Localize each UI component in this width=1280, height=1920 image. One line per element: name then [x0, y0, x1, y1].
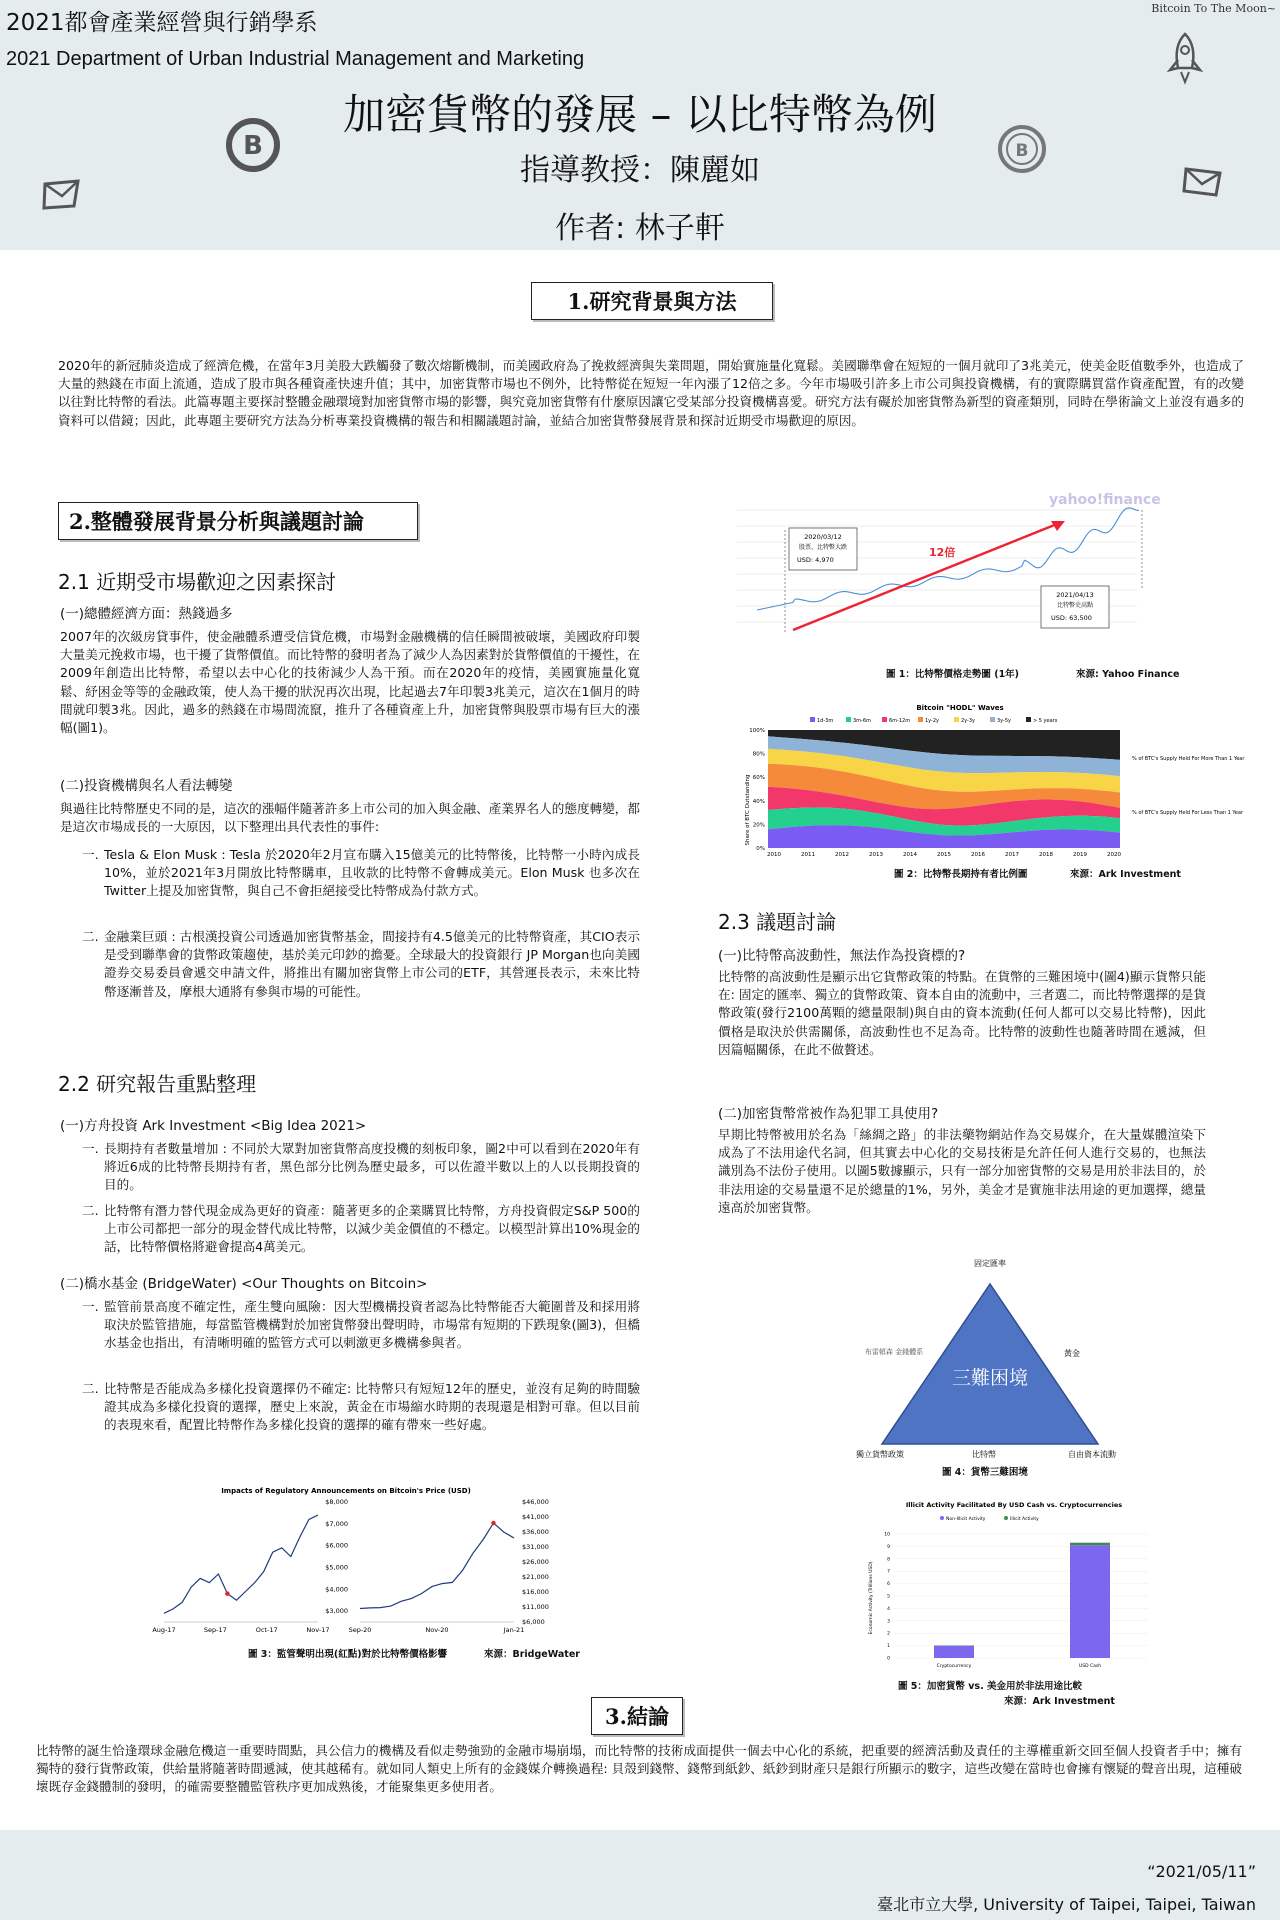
fig3-ytick: $26,000 [522, 1558, 549, 1566]
fig2-legend-label: 3y-5y [997, 718, 1011, 724]
fig3-ytick: $6,000 [522, 1618, 545, 1626]
fig3-price-line [164, 1515, 318, 1613]
fig2-ylabel: Share of BTC Outstanding [745, 774, 751, 846]
fig2-ytick: 40% [752, 798, 765, 805]
fig5-legend-1: Non-Illicit Activity [946, 1517, 986, 1522]
bitcoin-badge-icon [993, 122, 1051, 176]
fig5-legend-2: Illicit Activity [1010, 1517, 1039, 1522]
box2-usd: USD: 63,500 [1051, 614, 1092, 622]
fig2-legend-item [810, 717, 833, 724]
section3-text: 比特幣的誕生恰逢環球金融危機這一重要時間點，具公信力的機構及看似走勢強勁的金融市場崩塌，而比特幣的技術成面提供一個去中心化的系統，把重要的經濟活動及責任的主導權重新交回至個人投資者手中；擁有獨特的發行貨幣政策，供給量將隨著時間遞減，使其越稀有。就如同人類史上所有的金錢媒介轉換過程: 貝殼到錢幣、錢幣到紙鈔、紙鈔到財產只是銀行所顯示的數字，這些改變在當時也會擁有懷疑的聲音出現，這種破壞既存金錢體制的發明，的確需要整體監管秩序更加成熟後，才能聚集更多使用者。 [36, 1743, 1242, 1795]
fig2-ytick: 100% [749, 728, 765, 734]
trilemma-bottom-left: 獨立貨幣政策 [856, 1450, 904, 1459]
figure3-caption: 圖 3：監管聲明出現(紅點)對於比特幣價格影響 [248, 1649, 448, 1660]
figure2-hodl-waves-chart [740, 698, 1245, 858]
fig2-ytick: 20% [752, 822, 765, 829]
section2-2-item2 [82, 1202, 640, 1257]
fig5-ytick: 7 [887, 1569, 890, 1575]
fig3-ytick: $41,000 [522, 1513, 549, 1521]
box1-usd: USD: 4,970 [797, 556, 834, 564]
section2-3-sub2: (二)加密貨幣常被作為犯罪工具使用? [718, 1106, 939, 1122]
fig2-legend-label: 1y-2y [925, 718, 939, 724]
section2-2-item1 [82, 1140, 640, 1195]
fig5-ytick: 6 [887, 1582, 890, 1588]
fig5-ytick: 5 [887, 1594, 890, 1600]
figure2-caption: 圖 2：比特幣長期持有者比例圖 [894, 869, 1028, 880]
fig2-ytick: 80% [752, 751, 765, 758]
item-number: 一. [82, 1141, 99, 1156]
fig5-ytick: 9 [887, 1544, 890, 1550]
box1-desc: 股票、比特幣大跌 [798, 544, 848, 551]
figure4-caption: 圖 4：貨幣三難困境 [942, 1467, 1028, 1478]
fig3-ytick: $8,000 [325, 1498, 348, 1506]
trilemma-right: 黃金 [1064, 1349, 1080, 1358]
fig2-xtick: 2010 [767, 852, 781, 858]
fig2-xtick: 2017 [1005, 852, 1019, 858]
fig2-xtick: 2011 [801, 852, 815, 858]
fig2-legend-label: 2y-3y [961, 718, 975, 724]
fig5-bar [934, 1646, 974, 1658]
fig3-xtick: Aug-17 [152, 1626, 176, 1634]
fig2-legend-label: > 5 years [1033, 718, 1058, 724]
section2-heading: 2.整體發展背景分析與議題討論 [58, 502, 418, 540]
department-zh: 2021都會產業經營與行銷學系 [6, 10, 318, 36]
fig3-ytick: $31,000 [522, 1543, 549, 1551]
fig3-ytick: $6,000 [325, 1541, 348, 1550]
envelope-icon [42, 178, 82, 212]
item-number: 二. [82, 1381, 99, 1396]
figure4-trilemma-triangle [850, 1258, 1130, 1458]
fig3-panel [152, 1498, 348, 1634]
fig2-ytick: 0% [756, 846, 765, 852]
fig2-legend-item [1026, 717, 1058, 724]
section1-text: 2020年的新冠肺炎造成了經濟危機，在當年3月美股大跌觸發了數次熔斷機制，而美國政府為了挽救經濟與失業問題，開始實施量化寬鬆。美國聯準會在短短的一個月就印了3兆美元，使美金貶值數季外，也造成了大量的熱錢在市面上流通，造成了股市與各種資產快速升值；其中，加密貨幣市場也不例外，比特幣從在短短一年內漲了12倍之多。今年市場吸引許多上市公司與投資機構，有的實際購買當作資產配置，有的改變以往對比特幣的看法。此篇專題主要探討整體金融環境對加密貨幣市場的影響，與究竟加密貨幣有什麼原因讓它受某部分投資機構喜愛。研究方法有礙於加密貨幣為新型的資產類別，同時在學術論文上並沒有過多的資料可以借鏡；因此，此專題主要研究方法為分析專業投資機構的報告和相關議題討論，並結合加密貨幣發展背景和探討近期受市場歡迎的原因。 [58, 358, 1244, 428]
yahoo-watermark: yahoo!finance [1049, 492, 1161, 508]
item-text: 比特幣有潛力替代現金成為更好的資產：隨著更多的企業購買比特幣，方舟投資假定S&P 500的上市公司都把一部分的現金替代成比特幣，以減少美金價值的不穩定。以模型計算出10%現金的話，比特幣價格將避會提高4萬美元。 [104, 1203, 640, 1255]
fig2-legend-item [918, 717, 939, 724]
fig3-ytick: $4,000 [325, 1585, 348, 1594]
item-number: 二. [82, 1203, 99, 1218]
university-name: 臺北市立大學, University of Taipei, Taipei, Taiwan [877, 1895, 1256, 1914]
section3-heading: 3.結論 [591, 1697, 683, 1735]
section2-1-sub2: (二)投資機構與名人看法轉變 [60, 778, 233, 794]
fig5-title: Illicit Activity Facilitated By USD Cash vs. Cryptocurrencies [905, 1501, 1123, 1509]
trilemma-center: 三難困境 [951, 1367, 1029, 1389]
box2-desc: 比特幣史高點 [1056, 602, 1094, 609]
section2-1-sub1: (一)總體經濟方面：熱錢過多 [60, 606, 233, 622]
poster-title: 加密貨幣的發展 – 以比特幣為例 [343, 90, 937, 139]
fig2-legend-label: 6m-12m [889, 718, 911, 724]
section2-3-sub1: (一)比特幣高波動性，無法作為投資標的? [718, 948, 966, 964]
section2-1-item2 [82, 928, 640, 1001]
fig3-ytick: $5,000 [325, 1563, 348, 1572]
section2-2-title: 2.2 研究報告重點整理 [58, 1072, 257, 1096]
fig3-xtick: Nov-17 [306, 1626, 330, 1634]
svg-text:B: B [1015, 141, 1029, 161]
item-text: 監管前景高度不確定性，產生雙向風險：因大型機構投資者認為比特幣能否大範圍普及和採用將取決於監管措施，每當監管機構對於加密貨幣發出聲明時，市場常有短期的下跌現象(圖3)，但橋水基金也指出，有清晰明確的監管方式可以刺激更多機構參與者。 [104, 1299, 640, 1351]
fig2-legend-item [954, 717, 975, 724]
item-number: 一. [82, 847, 99, 862]
fig2-annotation-more [1132, 756, 1245, 762]
fig3-title: Impacts of Regulatory Announcements on Bitcoin's Price (USD) [221, 1487, 471, 1495]
rocket-icon [1160, 30, 1210, 86]
fig2-ann-more: % of BTC's Supply Held For More Than 1 Year [1132, 756, 1245, 762]
item-number: 一. [82, 1299, 99, 1314]
section2-1-p2: 與過往比特幣歷史不同的是，這次的漲幅伴隨著許多上市公司的加入與金融、產業界名人的態度轉變，都是這次市場成長的一大原因，以下整理出具代表性的事件: [60, 801, 640, 835]
fig2-title: Bitcoin "HODL" Waves [916, 704, 1004, 712]
box2-date: 2021/04/13 [1056, 591, 1094, 599]
figure2-source: 來源：Ark Investment [1070, 869, 1181, 880]
high-point-box [1041, 586, 1109, 628]
section1-heading: 1.研究背景與方法 [531, 282, 773, 320]
fig3-ytick: $21,000 [522, 1573, 549, 1581]
fig5-ytick: 1 [887, 1644, 890, 1650]
figure5-caption: 圖 5：加密貨幣 vs. 美金用於非法用途比較 [898, 1681, 1082, 1692]
trilemma-left: 布雷頓森 金錢體系 [864, 1348, 924, 1356]
item-text: 金融業巨頭 : 古根漢投資公司透過加密貨幣基金，間接持有4.5億美元的比特幣資產，其CIO表示是受到聯準會的貨幣政策趨使，基於美元印鈔的擔憂。全球最大的投資銀行 JP Morgan也向美國證券交易委員會遞交申請文件，將推出有關加密貨幣上市公司的ETF，其營運長表示，未來比特幣逐漸普及，摩根大通將有參與市場的可能性。 [104, 929, 640, 999]
advisor-line: 指導教授：陳麗如 [520, 153, 760, 188]
growth-label: 12倍 [929, 546, 956, 559]
fig3-xtick: Sep-17 [203, 1626, 227, 1634]
fig3-ytick: $46,000 [522, 1498, 549, 1506]
fig2-legend-label: 1d-3m [817, 718, 834, 724]
fig5-ylabel: Economic Activity (Trillions USD) [869, 1561, 874, 1635]
fig3-panel [349, 1498, 549, 1634]
fig5-bar [1070, 1545, 1110, 1658]
svg-text:B: B [243, 131, 263, 161]
section2-2-item3 [82, 1298, 640, 1353]
fig2-legend-label: 3m-6m [853, 718, 871, 724]
fig5-category: USD Cash [1078, 1664, 1102, 1669]
fig3-ytick: $3,000 [325, 1607, 348, 1616]
bitcoin-coin-icon [222, 117, 284, 173]
figure1-source: 來源: Yahoo Finance [1076, 669, 1180, 680]
fig3-price-line [360, 1523, 514, 1609]
fig5-ytick: 3 [887, 1619, 890, 1625]
fig5-category: Cryptocurrency [936, 1664, 972, 1669]
section2-1-title: 2.1 近期受市場歡迎之因素探討 [58, 570, 337, 594]
section2-3-p1: 比特幣的高波動性是顯示出它貨幣政策的特點。在貨幣的三難困境中(圖4)顯示貨幣只能在: 固定的匯率、獨立的貨幣政策、資本自由的流動中，三者選二，而比特幣選擇的是貨幣政策(發行2100萬顆的總量限制)與自由的資本流動(任何人都可以交易比特幣)，因此價格是取決於供需關係，高波動性也不足為奇。比特幣的波動性也隨著時間在遞減，但因篇幅關係，在此不做贅述。 [718, 969, 1206, 1057]
moon-tagline: Bitcoin To The Moon~ [1151, 2, 1276, 15]
trilemma-bottom-mid: 比特幣 [972, 1450, 996, 1459]
fig5-ytick: 10 [884, 1532, 890, 1538]
fig5-bar [1070, 1543, 1110, 1545]
figure3-regulatory-impact-chart [136, 1484, 572, 1640]
box1-date: 2020/03/12 [804, 533, 842, 541]
low-point-box [789, 528, 857, 570]
fig3-xtick: Jan-21 [503, 1626, 525, 1634]
fig2-ytick: 60% [752, 775, 765, 782]
figure5-source: 來源：Ark Investment [1004, 1696, 1115, 1707]
item-text: 長期持有者數量增加 : 不同於大眾對加密貨幣高度投機的刻板印象，圖2中可以看到在2020年有將近6成的比特幣長期持有者，黑色部分比例為歷史最多，可以佐證半數以上的人以長期投資的目的。 [104, 1141, 640, 1193]
fig5-ytick: 2 [887, 1631, 890, 1637]
section2-1-item1 [82, 846, 640, 901]
envelope-icon-right [1182, 165, 1224, 199]
section2-1-p1: 2007年的次級房貸事件，使金融體系遭受信貸危機，市場對金融機構的信任瞬間被破壞，美國政府印製大量美元挽救市場，也干擾了貨幣價值。而比特幣的發明者為了減少人為因素對於貨幣價值的干擾性，在2009年創造出比特幣，希望以去中心化的技術減少人為干預。而在2020年的疫情，美國實施量化寬鬆、紓困金等等的金融政策，使人為干擾的狀況再次出現，比起過去7年印製3兆美元，這次在1個月的時間就印製3兆。因此，過多的熱錢在市場間流竄，推升了各種資產上升，加密貨幣與股票市場有巨大的漲幅(圖1)。 [60, 629, 640, 736]
fig2-xtick: 2020 [1107, 852, 1121, 858]
fig2-ann-less: % of BTC's Supply Held For Less Than 1 Year [1132, 810, 1243, 816]
fig2-xtick: 2015 [937, 852, 951, 858]
section2-3-title: 2.3 議題討論 [718, 910, 837, 934]
header-banner [0, 0, 1280, 250]
section2-2-sub2: (二)橋水基金 (BridgeWater) <Our Thoughts on Bitcoin> [60, 1276, 428, 1292]
fig2-legend-item [990, 717, 1011, 724]
poster-date: “2021/05/11” [1147, 1862, 1256, 1881]
figure1-bitcoin-price-chart [737, 490, 1173, 662]
section2-3-p2: 早期比特幣被用於名為「絲綢之路」的非法藥物網站作為交易媒介，在大量媒體渲染下成為了不法用途代名詞，但其實去中心化的交易技術是允許任何人進行交易的，也無法識別為不法份子使用。以圖5數據顯示，只有一部分加密貨幣的交易是用於非法目的，於非法用途的交易量還不足於總量的1%，另外，美金才是實施非法用途的更加選擇，總量遠高於加密貨幣。 [718, 1127, 1206, 1215]
fig3-xtick: Sep-20 [348, 1626, 372, 1634]
section2-2-sub1: (一)方舟投資 Ark Investment <Big Idea 2021> [60, 1118, 367, 1134]
author-line: 作者: 林子軒 [555, 211, 725, 246]
item-number: 二. [82, 929, 99, 944]
trilemma-top: 固定匯率 [974, 1259, 1006, 1268]
fig3-ytick: $11,000 [522, 1603, 549, 1611]
fig3-ytick: $36,000 [522, 1528, 549, 1536]
fig2-legend-item [846, 717, 871, 724]
fig3-regulatory-marker [491, 1521, 495, 1525]
section2-2-item4 [82, 1380, 640, 1435]
fig2-legend-item [882, 717, 910, 724]
item-text: Tesla & Elon Musk : Tesla 於2020年2月宣布購入15億美元的比特幣後，比特幣一小時內成長10%，並於2021年3月開放比特幣購車，且收款的比特幣不會轉成美元。Elon Musk 也多次在Twitter上提及加密貨幣，與自己不會拒絕接受比特幣成為付款方式。 [104, 847, 640, 899]
fig2-xtick: 2012 [835, 852, 849, 858]
department-en: 2021 Department of Urban Industrial Management and Marketing [6, 48, 585, 70]
poster-date-value: 2021/05/11 [1155, 1862, 1248, 1881]
trilemma-bottom-right: 自由資本流動 [1068, 1450, 1116, 1459]
fig3-xtick: Oct-17 [255, 1626, 278, 1634]
fig5-ytick: 4 [887, 1606, 890, 1612]
fig2-xtick: 2019 [1073, 852, 1087, 858]
fig3-ytick: $16,000 [522, 1588, 549, 1596]
figure1-caption: 圖 1：比特幣價格走勢圖 (1年) [886, 669, 1020, 680]
fig2-xtick: 2016 [971, 852, 985, 858]
fig2-xtick: 2018 [1039, 852, 1053, 858]
fig5-ytick: 8 [887, 1557, 890, 1563]
fig2-xtick: 2014 [903, 852, 917, 858]
fig3-regulatory-marker [225, 1591, 229, 1595]
fig5-ytick: 0 [887, 1656, 890, 1662]
figure3-source: 來源：BridgeWater [484, 1649, 580, 1660]
fig2-annotation-less [1132, 810, 1244, 816]
item-text: 比特幣是否能成為多樣化投資選擇仍不確定: 比特幣只有短短12年的歷史，並沒有足夠的時間驗證其成為多樣化投資的選擇，歷史上來說，黃金在市場縮水時期的表現還是相對可靠。但以目前的表現來看，配置比特幣作為多樣化投資的選擇的確有帶來一些好處。 [104, 1381, 640, 1433]
fig3-xtick: Nov-20 [425, 1626, 449, 1634]
figure5-illicit-activity-chart [866, 1498, 1162, 1672]
fig3-ytick: $7,000 [325, 1519, 348, 1528]
fig2-xtick: 2013 [869, 852, 883, 858]
